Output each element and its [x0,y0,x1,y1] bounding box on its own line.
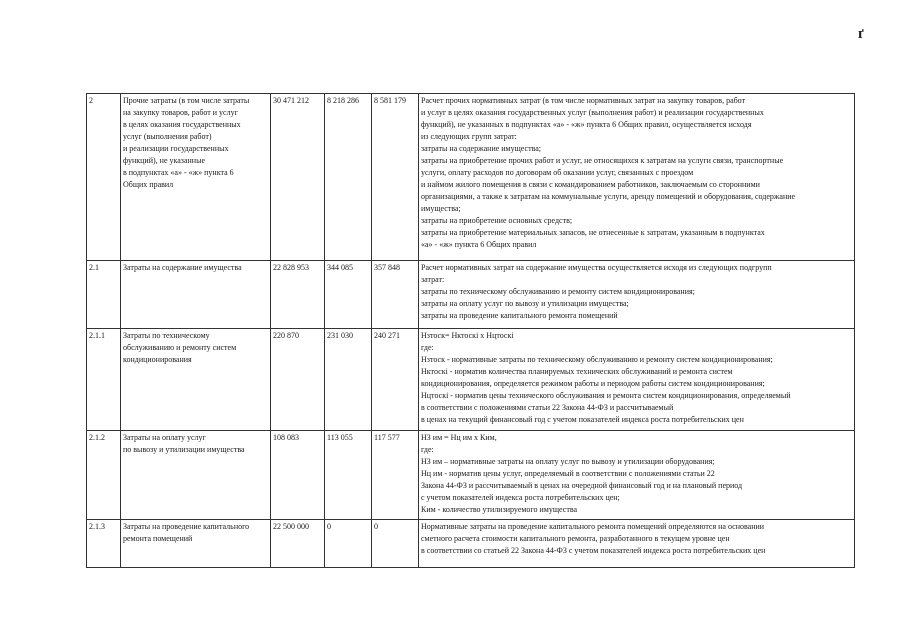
description-line: затраты по техническому обслуживанию и ремонту систем кондиционирования; [421,287,695,296]
description-cell [419,261,855,329]
description-line: сметного расчета стоимости капитального ремонта, разработанного в текущем уровне цен [421,534,730,543]
value-3: 357 848 [374,263,400,272]
description-cell [419,520,855,568]
description-line: имущества; [421,204,461,213]
description-line: затраты на приобретение материальных запасов, не отнесенные к затратам, указанным в подпунктах [421,228,765,237]
description-line: организациями, а также к затратам на коммунальные услуги, аренду помещений и оборудования, содержание [421,192,796,201]
description-cell [419,329,855,431]
description-line: Нормативные затраты на проведение капитального ремонта помещений определяются на основании [421,522,765,531]
row-number: 2.1.2 [89,433,105,442]
value-1: 22 500 000 [273,522,309,531]
row-name-cell [121,261,271,329]
value-2-cell [325,520,372,568]
description-line: где: [421,343,434,352]
description-line: из следующих групп затрат: [421,132,517,141]
value-2-cell [325,261,372,329]
cost-table-body [87,94,855,568]
value-1: 108 083 [273,433,299,442]
row-name-line: Затраты на проведение капитального [123,522,250,531]
value-1: 22 828 953 [273,263,309,272]
description-line: Ким - количество утилизируемого имущества [421,505,578,514]
table-row [87,329,855,431]
description-line: и наймом жилого помещения в связи с командированием работников, заключаемым со сторонними [421,180,760,189]
value-1: 30 471 212 [273,96,309,105]
description-line: функций), не указанных в подпунктах «а» - «ж» пункта 6 Общих правил, осуществляется исходя [421,120,752,129]
table-row [87,261,855,329]
description-line: где: [421,445,434,454]
row-name-line: на закупку товаров, работ и услуг [123,108,238,117]
description-cell [419,431,855,520]
row-number-cell [87,329,121,431]
table-row [87,520,855,568]
value-2-cell [325,94,372,261]
description-line: Нктоскі - норматив количества планируемых технических обслуживаний и ремонта систем [421,367,733,376]
value-2-cell [325,329,372,431]
description-line: НЗ им – нормативные затраты на оплату услуг по вывозу и утилизации оборудования; [421,457,715,466]
description-line: в соответствии со статьей 22 Закона 44-ФЗ с учетом показателей индекса роста потребительских цен [421,546,766,555]
value-2: 0 [327,522,331,531]
value-1: 220 870 [273,331,299,340]
value-3-cell [372,431,419,520]
description-cell [419,94,855,261]
row-number: 2.1.3 [89,522,105,531]
value-1-cell [271,329,325,431]
row-number-cell [87,94,121,261]
row-name-line: Затраты на оплату услуг [123,433,206,442]
row-number: 2.1 [89,263,99,272]
table-row [87,94,855,261]
row-name-line: услуг (выполнения работ) [123,132,212,141]
value-3-cell [372,520,419,568]
row-name-line: Общих правил [123,180,174,189]
description-line: затраты на содержание имущества; [421,144,542,153]
value-2: 113 055 [327,433,353,442]
description-line: и услуг в целях оказания государственных услуг (выполнения работ) и реализации государственных [421,108,764,117]
value-3: 8 581 179 [374,96,406,105]
row-number: 2.1.1 [89,331,105,340]
value-2-cell [325,431,372,520]
description-line: Нцтоскі - норматив цены технического обслуживания и ремонта систем кондиционирования, определяемый [421,391,791,400]
description-line: «а» - «ж» пункта 6 Общих правил [421,240,537,249]
value-3-cell [372,261,419,329]
description-line: НЗ им = Нц им х Ким, [421,433,497,442]
description-line: затраты на проведение капитального ремонта помещений [421,311,618,320]
description-line: в ценах на текущий финансовый год с учетом показателей индекса роста потребительских цен [421,415,744,424]
row-number-cell [87,261,121,329]
description-line: услуги, оплату расходов по договорам об оказании услуг, связанных с проездом [421,168,694,177]
row-number: 2 [89,96,93,105]
value-3: 117 577 [374,433,400,442]
description-line: Нц им - норматив цены услуг, определяемый в соответствии с положениями статьи 22 [421,469,715,478]
row-name-cell [121,329,271,431]
value-2: 231 030 [327,331,353,340]
row-name-line: в целях оказания государственных [123,120,241,129]
description-line: затраты на приобретение основных средств; [421,216,573,225]
row-name-line: Затраты на содержание имущества [123,263,242,272]
value-3: 0 [374,522,378,531]
value-1-cell [271,520,325,568]
row-name-line: ремонта помещений [123,534,193,543]
description-line: Закона 44-ФЗ и рассчитываемый в ценах на очередной финансовый год и на плановый период [421,481,743,490]
description-line: Нзтоск= Нктоскі х Нцтоскі [421,331,514,340]
row-name-line: кондиционирования [123,355,192,364]
value-3: 240 271 [374,331,400,340]
row-name-line: обслуживанию и ремонту систем [123,343,237,352]
row-name-line: и реализации государственных [123,144,229,153]
value-3-cell [372,94,419,261]
value-3-cell [372,329,419,431]
row-name-line: Прочие затраты (в том числе затраты [123,96,250,105]
description-line: затраты на оплату услуг по вывозу и утилизации имущества; [421,299,629,308]
value-1-cell [271,431,325,520]
row-name-line: в подпунктах «а» - «ж» пункта 6 [123,168,234,177]
description-line: Расчет нормативных затрат на содержание имущества осуществляется исходя из следующих подгрупп [421,263,772,272]
cost-table [86,93,855,568]
table-row [87,431,855,520]
description-line: Расчет прочих нормативных затрат (в том числе нормативных затрат на закупку товаров, работ [421,96,746,105]
description-line: затраты на приобретение прочих работ и услуг, не относящихся к затратам на услуги связи, транспортные [421,156,784,165]
row-name-line: по вывозу и утилизации имущества [123,445,245,454]
value-1-cell [271,261,325,329]
row-name-cell [121,431,271,520]
value-1-cell [271,94,325,261]
row-name-line: функций), не указанные [123,156,206,165]
row-name-cell [121,94,271,261]
row-name-line: Затраты по техническому [123,331,210,340]
row-name-cell [121,520,271,568]
value-2: 8 218 286 [327,96,359,105]
value-2: 344 085 [327,263,353,272]
row-number-cell [87,431,121,520]
description-line: Нзтоск - нормативные затраты по техническому обслуживанию и ремонту систем кондиционирования; [421,355,773,364]
description-line: с учетом показателей индекса роста потребительских цен; [421,493,620,502]
corner-mark: ґ [858,26,864,42]
row-number-cell [87,520,121,568]
description-line: затрат: [421,275,445,284]
description-line: кондиционирования, определяется режимом работы и периодом работы систем кондиционирования; [421,379,765,388]
description-line: в соответствии с положениями статьи 22 Закона 44-ФЗ и рассчитываемый [421,403,674,412]
